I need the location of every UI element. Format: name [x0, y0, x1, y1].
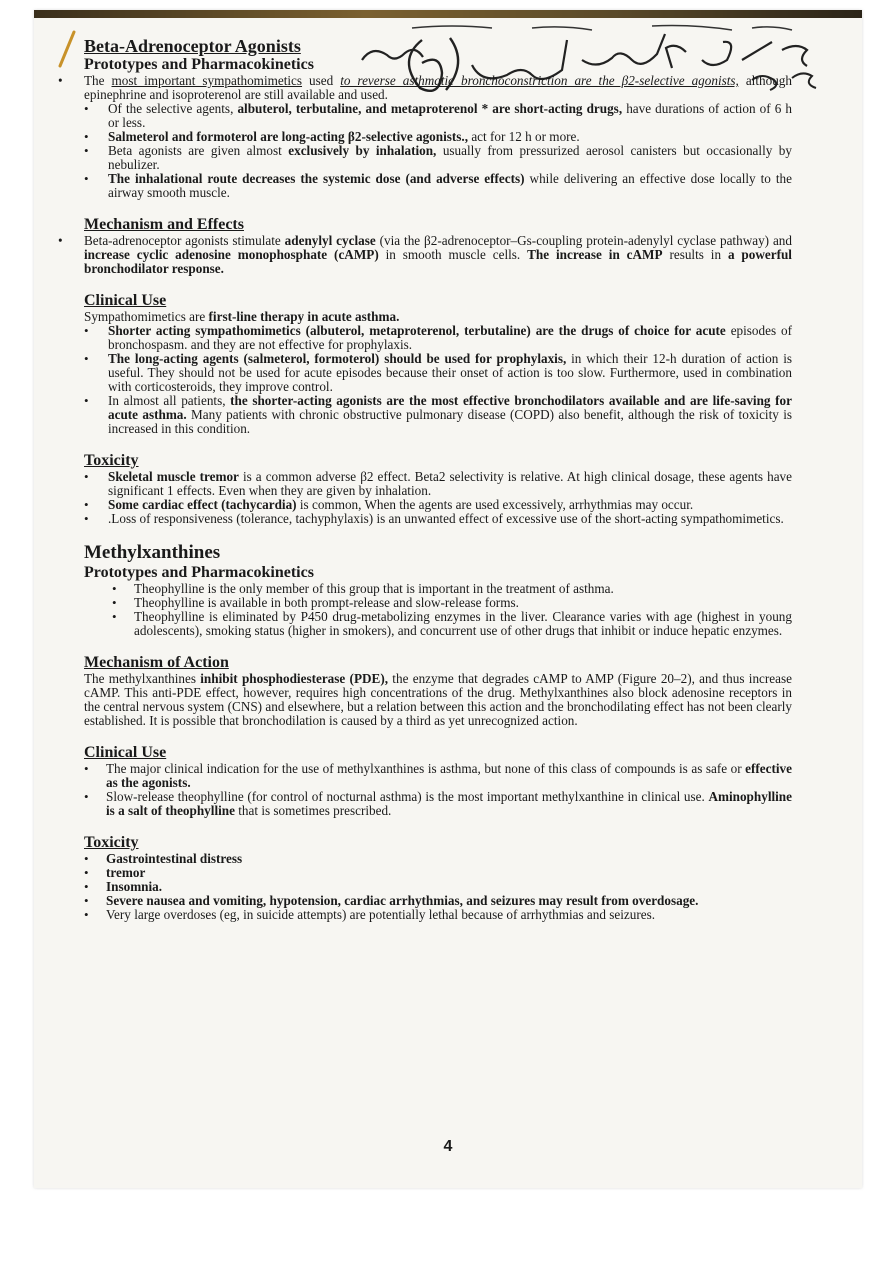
methylxanthines-subtitle: Prototypes and Pharmacokinetics — [84, 564, 314, 581]
toxicity-list — [108, 470, 792, 526]
list-item: • Beta agonists are given almost exclusively by inhalation, usually from pressurized aerosol canisters but occasionally by nebulizer. — [108, 144, 792, 172]
methylxanthines-title: Methylxanthines — [84, 542, 221, 563]
toxicity-2-list — [106, 852, 792, 922]
list-item: • .Loss of responsiveness (tolerance, tachyphylaxis) is an unwanted effect of excessive use of the short-acting sympathomimetics. — [108, 512, 792, 526]
beta-intro: • The most important sympathomimetics used to reverse asthmatic bronchoconstriction are the β2-selective agonists, although epinephrine and isoproterenol are still available and used. — [84, 74, 792, 102]
beta-title: Beta-Adrenoceptor Agonists — [84, 36, 301, 56]
list-item: • Theophylline is available in both prompt-release and slow-release forms. — [134, 596, 792, 610]
mechanism-of-action-text: The methylxanthines inhibit phosphodiesterase (PDE), the enzyme that degrades cAMP to AMP (Figure 20–2), and thus increase cAMP. This anti-PDE effect, however, requires high concentrations of the drug. Methylxanthines also block adenosine receptors in the central nervous system (CNS) and elsewhere, but a relation between this action and the bronchodilating effect has not been clearly established. It is possible that bronchodilation is caused by a third as yet unrecognized action. — [84, 671, 792, 728]
list-item: • Theophylline is eliminated by P450 drug-metabolizing enzymes in the liver. Clearance varies with age (highest in young adolescents), smoking status (higher in smokers), and concurrent use of other drugs that inhibit or induce hepatic enzymes. — [134, 610, 792, 638]
list-item: • The long-acting agents (salmeterol, formoterol) should be used for prophylaxis, in which their 12-h duration of action is useful. They should not be used for acute episodes because their onset of action is too slow. Furthermore, used in combination with corticosteroids, they improve control. — [108, 352, 792, 394]
document-page — [34, 10, 862, 1188]
clinical-use-list — [108, 324, 792, 436]
list-item: • Of the selective agents, albuterol, terbutaline, and metaproterenol * are short-acting drugs, have durations of action of 6 h or less. — [108, 102, 792, 130]
list-item: • Gastrointestinal distress — [106, 852, 792, 866]
clinical-use-heading: Clinical Use — [84, 292, 167, 309]
list-item: • The inhalational route decreases the systemic dose (and adverse effects) while delivering an effective dose locally to the airway smooth muscle. — [108, 172, 792, 200]
list-item: • The major clinical indication for the use of methylxanthines is asthma, but none of this class of compounds is as safe or effective as the agonists. — [106, 762, 792, 790]
mechanism-heading: Mechanism and Effects — [84, 216, 244, 233]
list-item: • Insomnia. — [106, 880, 792, 894]
list-item: • Slow-release theophylline (for control of nocturnal asthma) is the most important methylxanthine in clinical use. Aminophylline is a salt of theophylline that is sometimes prescribed. — [106, 790, 792, 818]
pencil-mark — [56, 30, 78, 70]
list-item: • In almost all patients, the shorter-acting agonists are the most effective bronchodilators available and are life-saving for acute asthma. Many patients with chronic obstructive pulmonary disease (COPD) also benefit, although the risk of toxicity is increased in this condition. — [108, 394, 792, 436]
page-content — [84, 36, 792, 922]
beta-subtitle: Prototypes and Pharmacokinetics — [84, 56, 314, 73]
list-item: • Salmeterol and formoterol are long-acting β2-selective agonists., act for 12 h or more. — [108, 130, 792, 144]
toxicity-heading: Toxicity — [84, 452, 139, 469]
scan-top-edge — [34, 10, 862, 18]
list-item: • Very large overdoses (eg, in suicide attempts) are potentially lethal because of arrhythmias and seizures. — [106, 908, 792, 922]
list-item: • Some cardiac effect (tachycardia) is common, When the agents are used excessively, arrhythmias may occur. — [108, 498, 792, 512]
clinical-use-2-heading: Clinical Use — [84, 744, 167, 761]
list-item: • Severe nausea and vomiting, hypotension, cardiac arrhythmias, and seizures may result from overdosage. — [106, 894, 792, 908]
methylxanthines-pk-list — [134, 582, 792, 638]
list-item: • Shorter acting sympathomimetics (albuterol, metaproterenol, terbutaline) are the drugs of choice for acute episodes of bronchospasm. and they are not effective for prophylaxis. — [108, 324, 792, 352]
clinical-use-intro: Sympathomimetics are first-line therapy in acute asthma. — [84, 309, 400, 324]
list-item: • Skeletal muscle tremor is a common adverse β2 effect. Beta2 selectivity is relative. At high clinical dosage, these agents have significant 1 effects. Even when they are given by inhalation. — [108, 470, 792, 498]
beta-pk-list — [108, 102, 792, 200]
clinical-use-2-list — [106, 762, 792, 818]
toxicity-2-heading: Toxicity — [84, 834, 139, 851]
mechanism-text: • Beta-adrenoceptor agonists stimulate adenylyl cyclase (via the β2-adrenoceptor–Gs-coupling protein-adenylyl cyclase pathway) and increase cyclic adenosine monophosphate (cAMP) in smooth muscle cells. The increase in cAMP results in a powerful bronchodilator response. — [84, 234, 792, 276]
list-item: • Theophylline is the only member of this group that is important in the treatment of asthma. — [134, 582, 792, 596]
mechanism-of-action-heading: Mechanism of Action — [84, 654, 229, 671]
list-item: • tremor — [106, 866, 792, 880]
page-number: 4 — [443, 1138, 453, 1155]
